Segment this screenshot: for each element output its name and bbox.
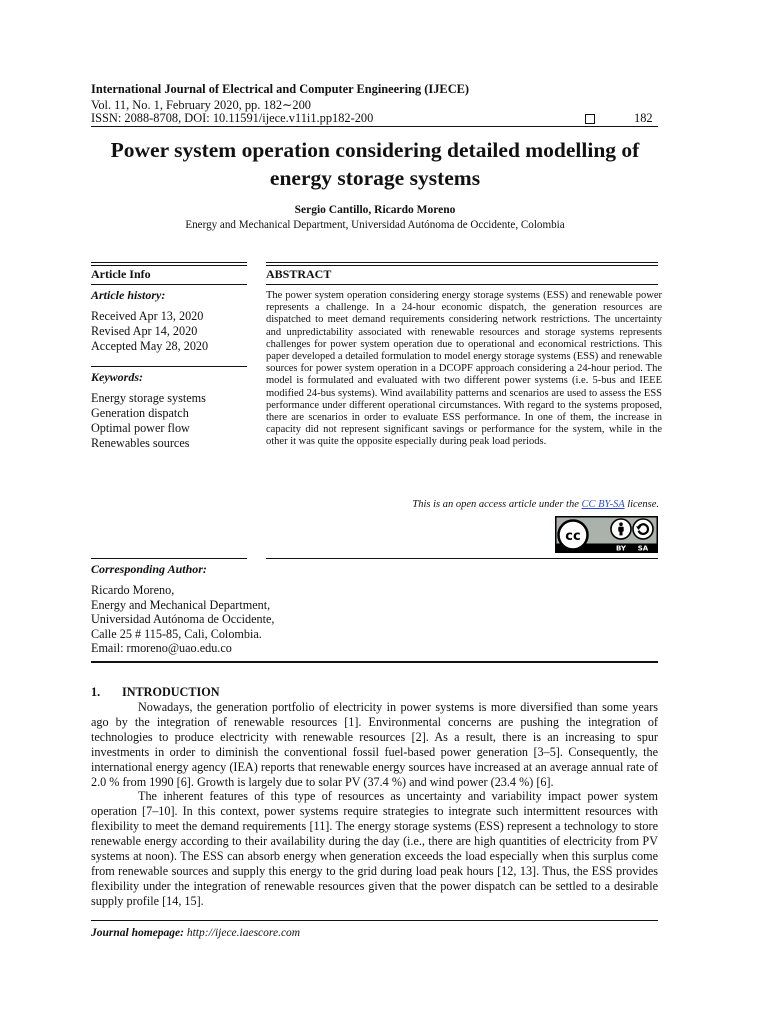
abstract-text: The power system operation considering energy storage systems (ESS) and renewable power represents a challenge. In a 24-hour economic dispatch, the generation resources are dispatched to meet demand requirements considering network restrictions. The uncertainty and unpredictability associated with renewable resources and storage systems represents challenges for power system operation due to operational and economical restrictions. This paper developed a detailed formulation to model energy storage systems (ESS) and renewable sources for power system operation in a DCOPF approach considering a 24-hour period. The model is formulated and evaluated with two different power systems (i.e. 5-bus and IEEE modified 24-bus systems). Wind availability patterns and scenarios are used to assess the ESS performance under different operational circumstances. With regard to the systems proposed, there are scenarios in order to evaluate ESS performance. In one of them, the increase in capacity did not represent significant savings or performance for the system, while in the other it was quite the opposite especially during peak load periods. [266, 290, 662, 448]
front-matter-bottom-rule [91, 661, 658, 663]
history-revised: Revised Apr 14, 2020 [91, 324, 198, 338]
journal-name: International Journal of Electrical and Computer Engineering (IJECE) [91, 82, 470, 96]
share-alike-icon [633, 519, 653, 539]
paper-title [60, 136, 690, 192]
abstract-heading: ABSTRACT [266, 267, 332, 281]
open-access-note [266, 499, 659, 510]
abstract-top-rule-1 [266, 262, 658, 263]
open-access-prefix: This is an open access article under the [412, 499, 582, 510]
affiliation: Energy and Mechanical Department, Universidad Autónoma de Occidente, Colombia [185, 219, 565, 231]
page-number: 182 [634, 111, 653, 125]
keywords-rule [91, 366, 247, 367]
keyword-item: Energy storage systems [91, 391, 206, 405]
person-legs-icon [620, 531, 623, 535]
cc-icon-text: cc [565, 529, 581, 545]
section-title: INTRODUCTION [122, 685, 220, 699]
authors: Sergio Cantillo, Ricardo Moreno [294, 204, 456, 216]
square-box-icon [585, 114, 595, 124]
person-head-icon [619, 522, 623, 526]
keywords-heading: Keywords: [91, 370, 143, 384]
corresponding-department: Energy and Mechanical Department, [91, 597, 271, 612]
article-history-heading: Article history: [91, 288, 166, 302]
cc-by-sa-badge[interactable] [555, 516, 658, 553]
footer-rule [91, 920, 658, 921]
introduction-heading [91, 685, 220, 700]
license-link[interactable]: CC BY-SA [581, 499, 625, 510]
corresponding-university: Universidad Autónoma de Occidente, [91, 612, 275, 627]
article-info-heading: Article Info [91, 267, 151, 281]
abstract-top-rule-2 [266, 265, 658, 266]
history-accepted: Accepted May 28, 2020 [91, 339, 209, 353]
title-line-2: energy storage systems [269, 166, 481, 190]
corresponding-rule [91, 558, 247, 559]
corresponding-name: Ricardo Moreno, [91, 583, 175, 597]
keyword-item: Optimal power flow [91, 421, 190, 435]
abstract-rule [266, 284, 658, 285]
corresponding-email: Email: rmoreno@uao.edu.co [91, 641, 232, 656]
section-number: 1. [91, 685, 101, 699]
homepage-label: Journal homepage: [91, 927, 184, 939]
keyword-item: Generation dispatch [91, 406, 189, 420]
title-line-1: Power system operation considering detailed modelling of [110, 138, 640, 162]
issn-doi-line: ISSN: 2088-8708, DOI: 10.11591/ijece.v11i1.pp182-200 [91, 111, 374, 125]
open-access-suffix: license. [624, 499, 659, 510]
info-top-rule-2 [91, 265, 247, 266]
introduction-body [91, 700, 658, 909]
corresponding-author-details [91, 583, 274, 656]
abstract-bottom-rule [266, 558, 658, 559]
corresponding-author-heading: Corresponding Author: [91, 562, 207, 576]
corresponding-address: Calle 25 # 115-85, Cali, Colombia. [91, 626, 262, 641]
badge-sa-label: SA [637, 544, 649, 553]
journal-homepage [91, 927, 300, 939]
intro-paragraph-2: The inherent features of this type of resources as uncertainty and variability impact power system operation [7–10]. In this context, power systems require strategies to integrate such intermittent resources with flexibility to meet the demand requirements [11]. The energy storage systems (ESS) represent a technology to store renewable energy according to their availability during the day (i.e., there are high quantities of electricity from PV systems at noon). The ESS can absorb energy when generation exceeds the load especially when this surplus come from renewable sources and supply this energy to the grid during load peak hours [12, 13]. Thus, the ESS provides flexibility under the integration of renewable resources given that the power dispatch can be settled to a desirable supply profile [14, 15]. [91, 789, 658, 908]
keyword-item: Renewables sources [91, 436, 190, 450]
keywords-list [91, 391, 206, 451]
person-body-icon [618, 527, 623, 532]
history-received: Received Apr 13, 2020 [91, 309, 204, 323]
info-top-rule-1 [91, 262, 247, 263]
history-list [91, 309, 208, 354]
volume-line: Vol. 11, No. 1, February 2020, pp. 182∼200 [91, 98, 311, 112]
header-rule [91, 126, 658, 127]
badge-by-label: BY [615, 544, 627, 553]
intro-paragraph-1: Nowadays, the generation portfolio of electricity in power systems is more diversified than some years ago by the integration of renewable resources [1]. Environmental concerns are pushing the integration of technologies to produce electricity with renewable resources [2]. As a result, there is an increasing to spur investments in order to diminish the conventional fossil fuel-based power generation [3–5]. Consequently, the international energy agency (IEA) reports that renewable energy sources have increased at an average annual rate of 2.0 % from 1990 [6]. Growth is largely due to solar PV (37.4 %) and wind power (23.4 %) [6]. [91, 700, 658, 789]
homepage-url[interactable]: http://ijece.iaescore.com [186, 927, 301, 939]
article-info-rule [91, 284, 247, 285]
